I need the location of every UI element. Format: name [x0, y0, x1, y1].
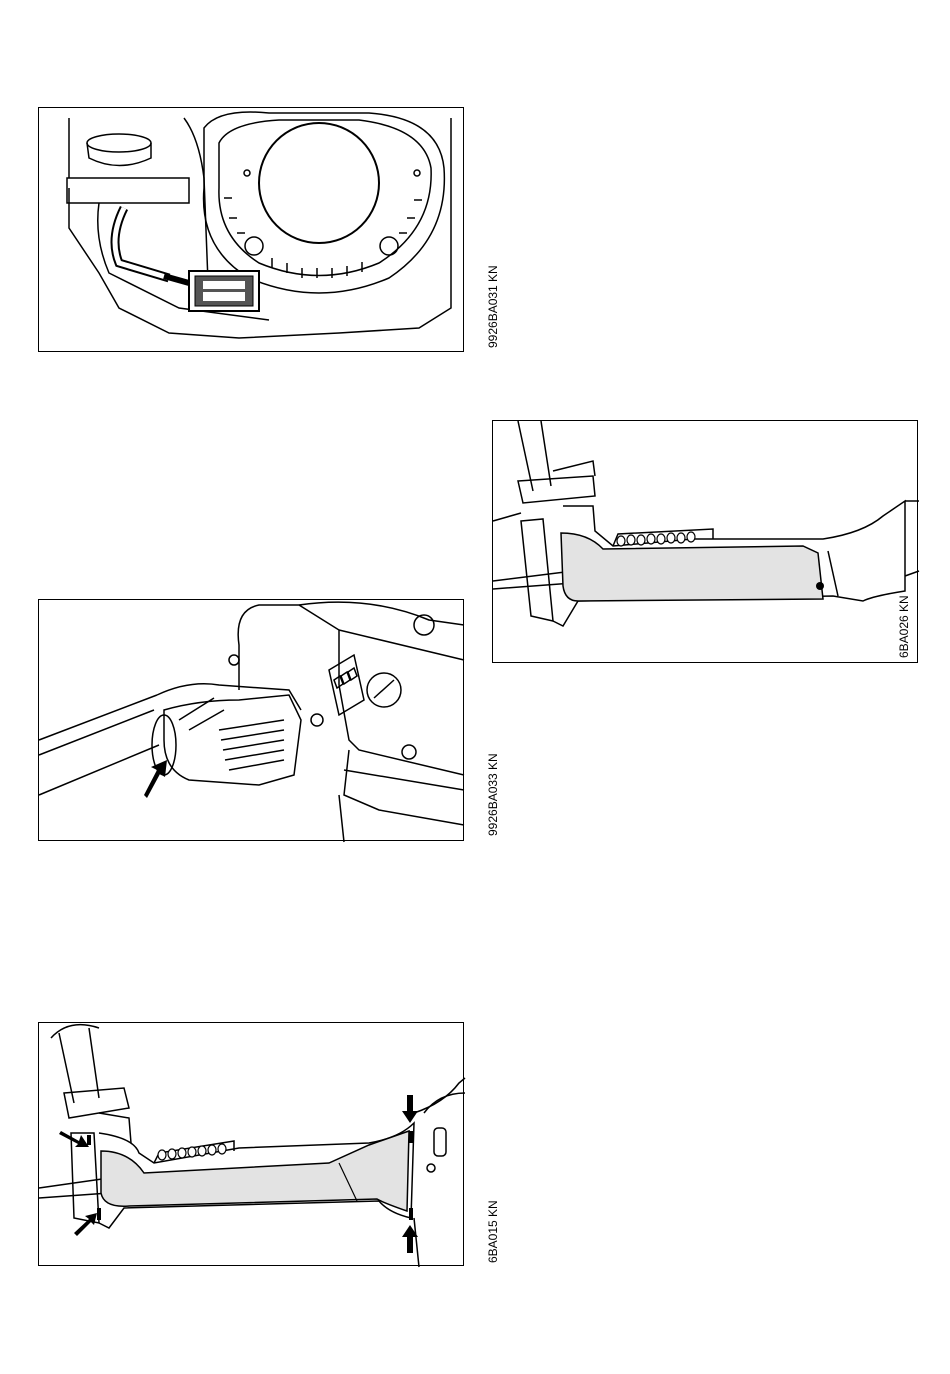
figure-code: 6BA015 KN: [486, 1200, 500, 1263]
drive-tube-illustration: [39, 600, 465, 842]
fuel-filter-illustration: [39, 108, 465, 353]
figure-handle-cover-clips: [38, 1022, 500, 1266]
figure-drive-tube-clamp: [38, 599, 500, 841]
figure-fuel-filter: [38, 107, 500, 352]
figure-code: 6BA026 KN: [897, 595, 911, 658]
handle-cover-arrows-illustration: [39, 1023, 465, 1267]
handle-cover-illustration: [493, 421, 919, 664]
figure-handle-cover: [492, 420, 918, 663]
figure-code: 9926BA031 KN: [486, 265, 500, 348]
figure-code: 9926BA033 KN: [486, 753, 500, 836]
